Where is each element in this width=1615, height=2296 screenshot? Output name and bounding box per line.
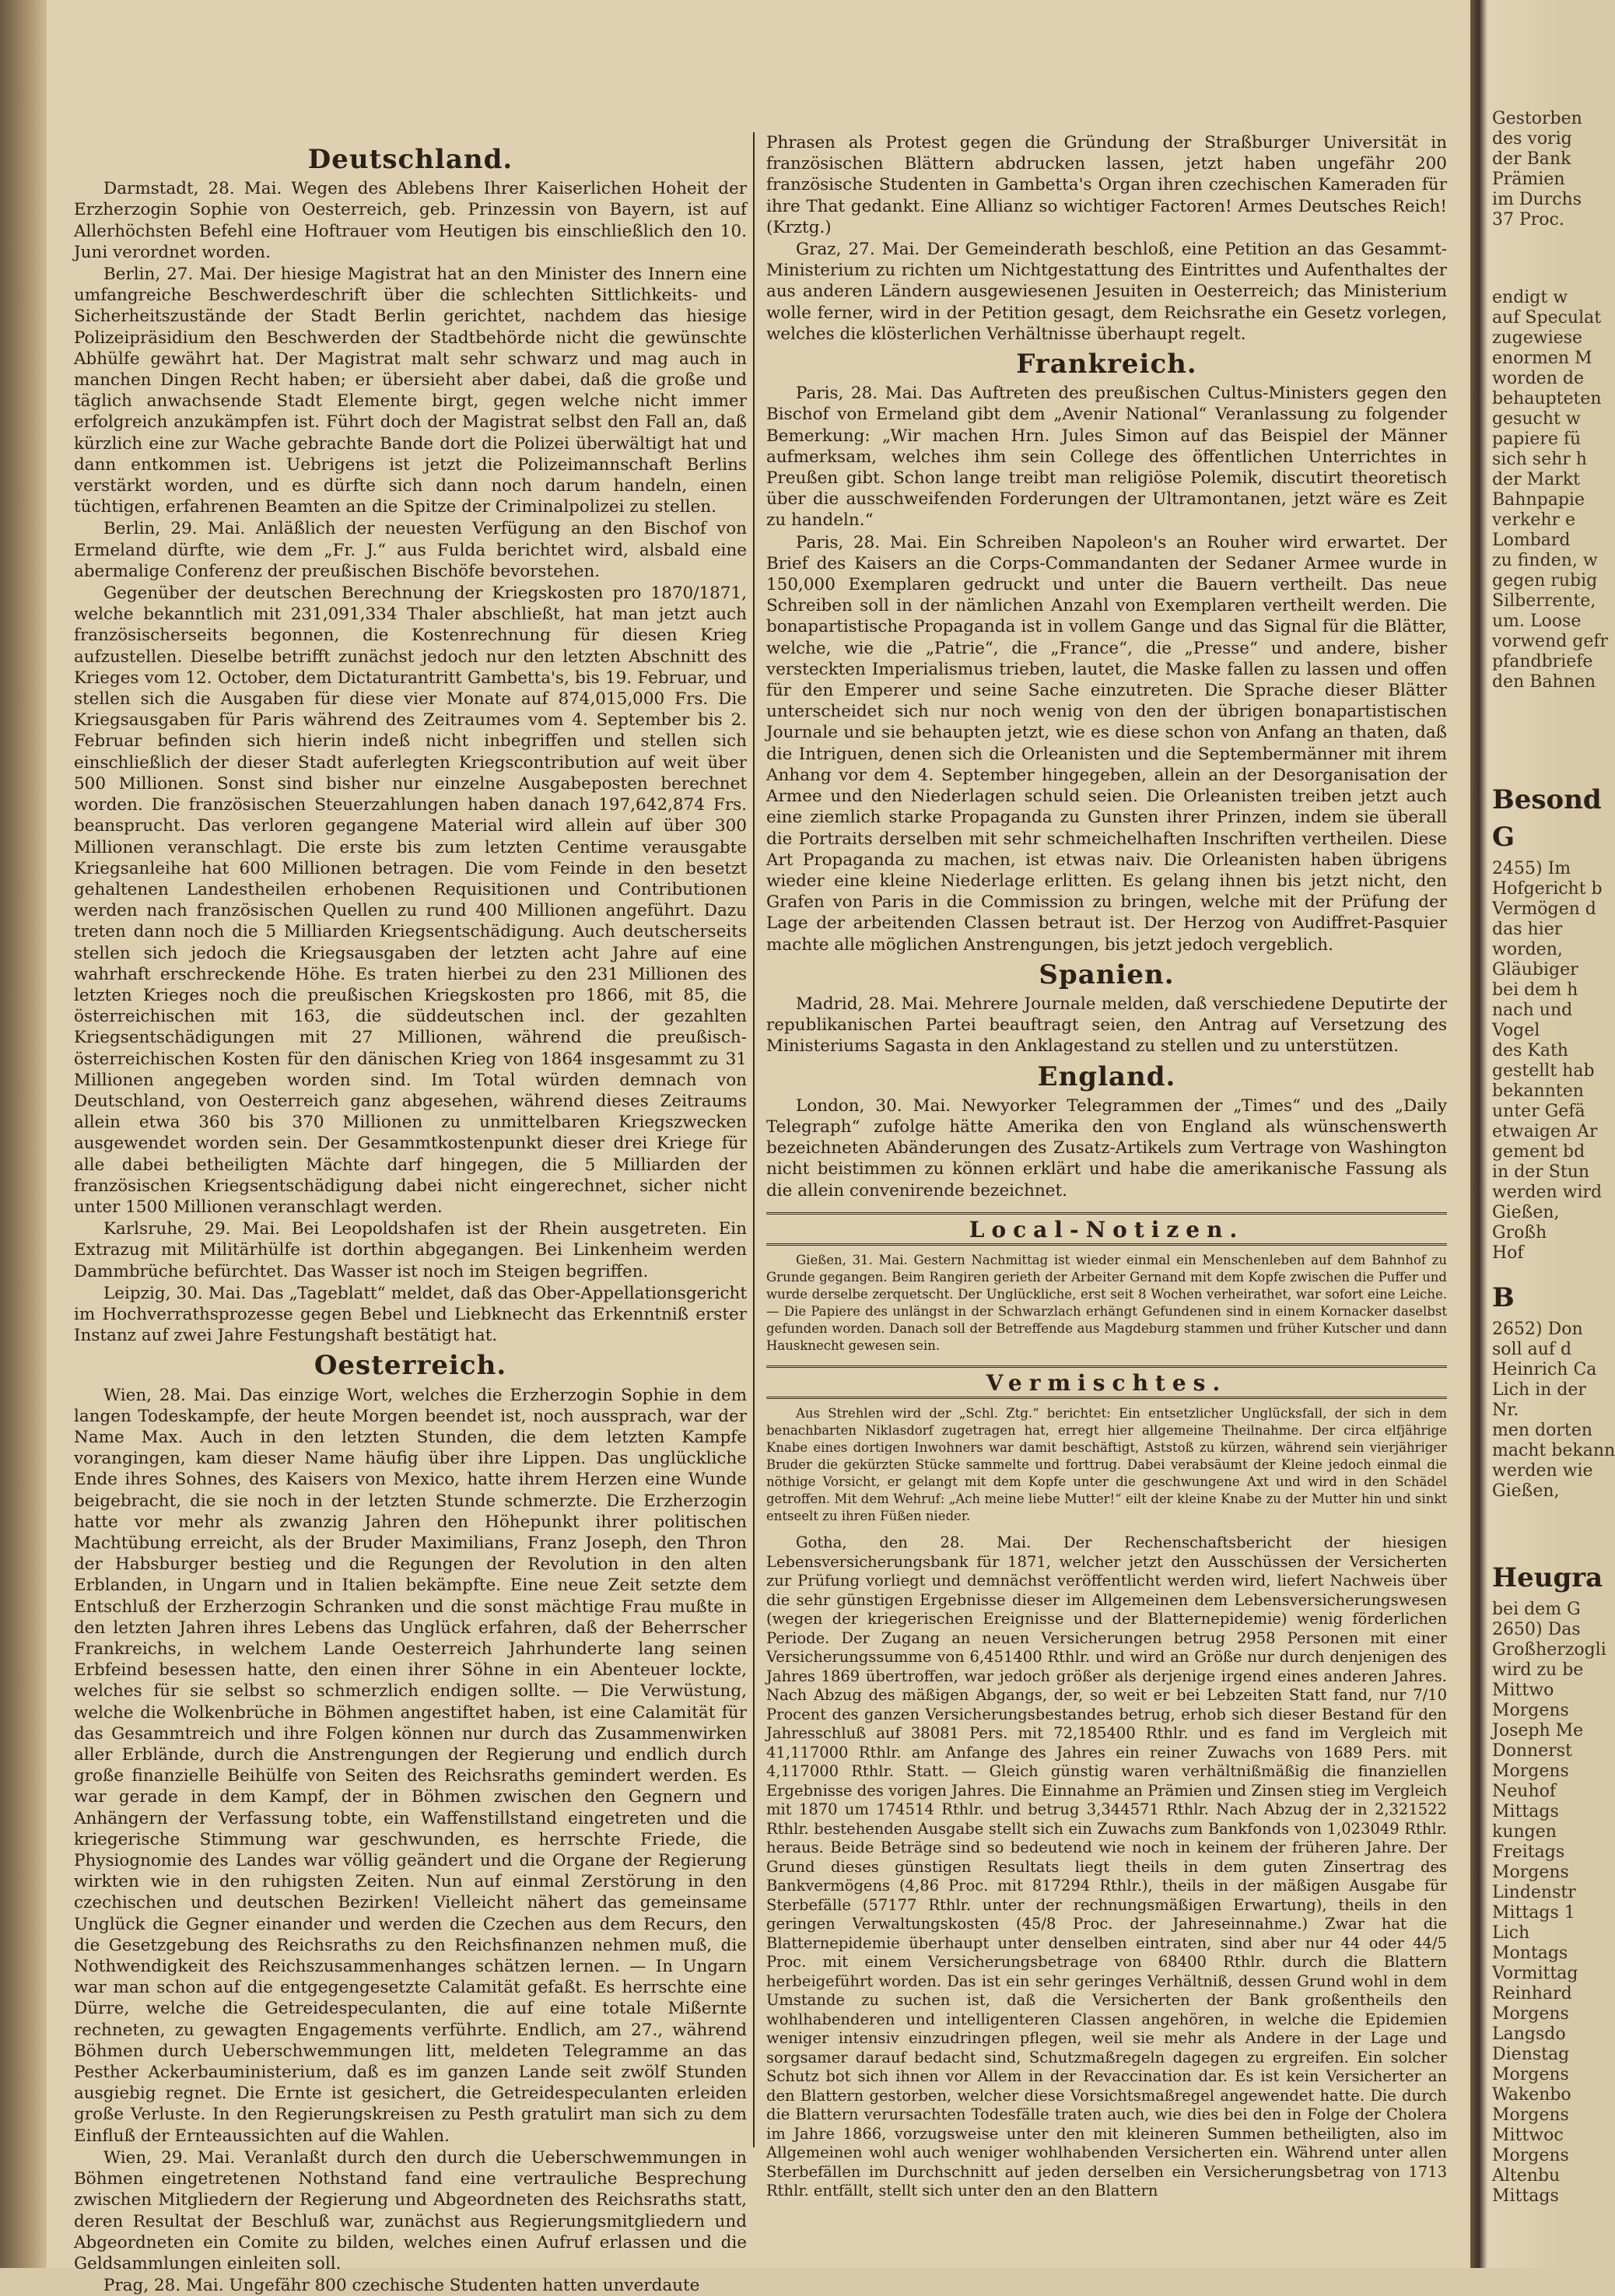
- book-binding: [0, 0, 47, 2268]
- strip-line: Morgens: [1492, 1761, 1569, 1781]
- strip-heading: Besond: [1492, 784, 1602, 815]
- spacer: [766, 1526, 1447, 1534]
- strip-line: Prämien: [1492, 170, 1565, 189]
- article-paris-2: Paris, 28. Mai. Ein Schreiben Napoleon's an Rouher wird erwartet. Der Brief des Kaisers an die Corps-Commandanten der Sedaner Armee wurde in 150,000 Exemplaren gedruckt und unter die Bauern vertheilt. Das neue Schreiben soll in der nämlichen Anzahl von Exemplaren vertheilt werden. Die bonapartistische Propaganda ist in vollem Gange und das Signal für die Blätter, welche, wie die „Patrie“, die „France“, die „Presse“ und andere, bisher versteckten Imperialismus trieben, lautet, die Maske fallen zu lassen und offen für den Emperer und seine Sache einzutreten. Die Sprache dieser Blätter unterscheidet sich nur noch wenig von den der übrigen bonapartistischen Journale und sie behaupten jetzt, wie es diese schon von Anfang an thaten, daß die Intriguen, denen sich die Orleanisten und die Septembermänner mit ihrem Anhang vor dem 4. September hingegeben, allein an der Desorganisation der Armee und den Niederlagen schuld seien. Die Orleanisten treiben jetzt auch eine ziemlich starke Propaganda zu Gunsten ihrer Prinzen, indem sie überall die Portraits derselben mit sehr schmeichelhaften Inschriften vertheilen. Diese Art Propaganda zu machen, ist etwas naiv. Die Orleanisten haben übrigens wieder eine kleine Niederlage erlitten. Es gelang ihnen bis jetzt nicht, den Grafen von Paris in die Commission zu bringen, welche mit der Prüfung der Lage der arbeitenden Classen betraut ist. Der Herzog von Audiffret-Pasquier machte alle möglichen Anstrengungen, bis jetzt jedoch vergeblich.: [766, 532, 1447, 955]
- strip-line: Mittags 1: [1492, 1903, 1575, 1923]
- strip-line: Lindenstr: [1492, 1883, 1576, 1902]
- strip-line: Hof: [1492, 1243, 1524, 1263]
- strip-heading: G: [1492, 822, 1515, 853]
- article-wien-28: Wien, 28. Mai. Das einzige Wort, welches die Erzherzogin Sophie in dem langen Todeskampfe, der heute Morgen beendet ist, noch aussprach, war der Name Max. Auch in den letzten Stunden, die dem letzten Kampfe vorangingen, kam dieser Name häufig über ihre Lippen. Das unglückliche Ende ihres Sohnes, des Kaisers von Mexico, hatte ihrem Herzen eine Wunde beigebracht, die sie noch in der letzten Stunde schmerzte. Die Erzherzogin hatte vor mehr als zwanzig Jahren den Höhepunkt ihrer politischen Machtübung erreicht, als der Bruder Maximilians, Franz Joseph, den Thron der Habsburger bestieg und die Regungen der Revolution in den alten Erblanden, in Ungarn und in Italien bekämpfte. Eine neue Zeit setzte dem Entschluß der Erzherzogin Schranken und die sonst mächtige Frau mußte in den letzten Jahren ihres Lebens das Unglück erfahren, daß der Beherrscher Frankreichs, in welchem Lande Oesterreich Jahrhunderte lang seinen Erbfeind besessen hatte, den einen ihrer Söhne in ein Abenteuer lockte, welches für sie selbst so schmerzlich endigen sollte. — Die Verwüstung, welche die Wolkenbrüche in Böhmen angestiftet haben, ist eine Calamität für das Gesammtreich und ihre Folgen können nur durch das Zusammenwirken aller Erblände, durch die Anstrengungen der Regierung und endlich durch große finanzielle Beihülfe von Seiten des Reichsraths gemindert werden. Es war gerade in dem Kampf, der in Böhmen zwischen den Gegnern und Anhängern der Verfassung tobte, ein Waffenstillstand eingetreten und die kriegerische Stimmung war geschwunden, es herrschte Friede, die Physiognomie des Landes war völlig geändert und die Organe der Regierung wirkten wie in den ruhigsten Zeiten. Nun auf einmal Zerstörung in den czechischen und deutschen Bezirken! Vielleicht nähert das gemeinsame Unglück die Gegner einander und werden die Czechen aus dem Recurs, den die Gesetzgebung des Reichsraths zu den Reichsfinanzen nehmen muß, die Nothwendigkeit des Reichszusammenhanges schätzen lernen. — In Ungarn war man schon auf die entgegengesetzte Calamität gefaßt. Es herrschte eine Dürre, welche die Getreidespeculanten, die auf eine totale Mißernte rechneten, zu gewagten Engagements verführte. Endlich, am 27., während Böhmen durch Ueberschwemmungen litt, meldeten Telegramme an das Pesther Ackerbauministerium, daß es im ganzen Lande seit zwölf Stunden ausgiebig regnet. Die Ernte ist gesichert, die Getreidespeculanten erleiden große Verluste. In den Regierungskreisen zu Pesth gratulirt man sich zu dem Einfluß der Ernteaussichten auf die Wahlen.: [74, 1385, 747, 2146]
- strip-line: Morgens: [1492, 1701, 1569, 1720]
- article-berlin-27: Berlin, 27. Mai. Der hiesige Magistrat hat an den Minister des Innern eine umfangreiche Beschwerdeschrift über die schlechten Sittlichkeits- und Sicherheitszustände der Stadt Berlin gerichtet, nachdem das hiesige Polizeipräsidium den Beschwerden der Stadtbehörde nicht die gewünschte Abhülfe gewährt hat. Der Magistrat malt sehr schwarz und mag auch in manchen Dingen Recht haben; er übersieht aber dabei, daß die große und täglich anwachsende Stadt Elemente birgt, gegen welche nicht immer erfolgreich anzukämpfen ist. Führt doch der Magistrat selbst den Fall an, daß kürzlich eine zur Wache gebrachte Bande dort die Polizei überwältigt hat und dann entkommen ist. Uebrigens ist jetzt die Polizeimannschaft Berlins verstärkt worden, und es dürfte sich dann noch darum handeln, einen tüchtigen, erfahrenen Beamten an die Spitze der Criminalpolizei zu stellen.: [74, 265, 747, 517]
- strip-line: Heinrich Ca: [1492, 1360, 1597, 1379]
- strip-line: Montags: [1492, 1944, 1568, 1963]
- strip-line: in der Stun: [1492, 1162, 1590, 1182]
- section-title-deutschland: Deutschland.: [307, 144, 513, 175]
- strip-line: soll auf d: [1492, 1340, 1572, 1359]
- strip-line: den Bahnen: [1492, 672, 1596, 692]
- strip-line: pfandbriefe: [1492, 652, 1593, 671]
- strip-line: Lombard: [1492, 531, 1571, 550]
- strip-line: 2652) Don: [1492, 1320, 1583, 1339]
- strip-line: Langsdo: [1492, 2024, 1566, 2044]
- article-paris-1: Paris, 28. Mai. Das Auftreten des preußischen Cultus-Ministers gegen den Bischof von Ermeland gibt dem „Avenir National“ Veranlassung zu folgender Bemerkung: „Wir machen Hrn. Jules Simon auf das Beispiel der Männer aufmerksam, welches ihm sein College des öffentlichen Unterrichtes in Preußen gibt. Schon lange treibt man religiöse Polemik, discutirt theoretisch über die ausschweifenden Forderungen der Ultramontanen, jetzt wäre es Zeit zu handeln.“: [766, 384, 1447, 531]
- strip-line: Nr.: [1492, 1400, 1519, 1420]
- strip-line: 37 Proc.: [1492, 210, 1564, 230]
- article-prag: Prag, 28. Mai. Ungefähr 800 czechische Studenten hatten unverdaute: [103, 2276, 700, 2296]
- adjacent-page-strip: [1470, 0, 1615, 2268]
- section-title-spanien: Spanien.: [1039, 959, 1175, 990]
- article-kriegskosten: Gegenüber der deutschen Berechnung der Kriegskosten pro 1870/1871, welche bekanntlich mit 231,091,334 Thaler abschließt, hat man jetzt auch französischerseits begonnen, die Kostenrechnung für diesen Krieg aufzustellen. Dieselbe betrifft zunächst jedoch nur den letzten Abschnitt des Krieges vom 12. October, dem Dictaturantritt Gambetta's, bis 19. Februar, und stellen sich die Ausgaben für diese vier Monate auf 874,015,000 Frs. Die Kriegsausgaben für Paris während des Zeitraumes vom 4. September bis 2. Februar befinden sich hierin indeß nicht inbegriffen und stellen sich einschließlich der dieser Stadt auferlegten Kriegscontribution auf weit über 500 Millionen. Sonst sind bisher nur einzelne Ausgabeposten berechnet worden. Die französischen Steuerzahlungen haben danach 197,642,874 Frs. beansprucht. Das verloren gegangene Material wird allein auf über 300 Millionen veranschlagt. Die erste bis zum letzten Centime verausgabte Kriegsanleihe hat 600 Millionen betragen. Die vom Feinde in den besetzt gehaltenen Landestheilen erhobenen Requisitionen und Contributionen werden nach französischen Quellen zu rund 400 Millionen angeführt. Dazu treten dann noch die 5 Milliarden Kriegsentschädigung. Auch deutscherseits stellen sich jedoch die Kriegsausgaben der letzten acht Jahre auf eine wahrhaft erschreckende Höhe. Es traten hierbei zu den 231 Millionen des letzten Krieges noch die preußischen Kriegskosten pro 1866, mit 85, die österreichischen mit 163, die süddeutschen incl. der gezahlten Kriegsentschädigungen mit 27 Millionen, während die preußisch-österreichischen Kosten für den dänischen Krieg von 1864 insgesammt zu 31 Millionen angegeben worden sind. Im Total würden demnach von Deutschland, von Oesterreich ganz abgesehen, während dieses Zeitraums allein etwa 360 bis 370 Millionen zu unmittelbaren Kriegszwecken ausgewendet worden sein. Der Gesammtkostenpunkt dieser drei Kriege für alle dabei betheiligten Mächte darf hingegen, die 5 Milliarden der französischen Kriegsentschädigung dabei nicht eingerechnet, sicher nicht unter 1500 Millionen veranschlagt werden.: [74, 584, 747, 1217]
- strip-line: gement bd: [1492, 1142, 1585, 1162]
- right-column: [766, 132, 1447, 2200]
- strip-line: Großh: [1492, 1223, 1547, 1243]
- strip-line: Gestorben: [1492, 109, 1582, 128]
- article-giessen: Gießen, 31. Mai. Gestern Nachmittag ist wieder einmal ein Menschenleben auf dem Bahnhof zu Grunde gegangen. Beim Rangiren gerieth der Arbeiter Gernand mit dem Kopfe zwischen die Puffer und wurde derselbe zerquetscht. Der Unglückliche, erst seit 8 Wochen verheirathet, war sofort eine Leiche. — Die Papiere des unlängst in der Schwarzlach erhängt Gefundenen sind in einem Kornacker daselbst gefunden worden. Danach soll der Betreffende aus Magdeburg stammen und früher Kutscher und dann Hausknecht gewesen sein.: [766, 1252, 1447, 1353]
- strip-line: worden de: [1492, 369, 1584, 388]
- strip-line: werden wie: [1492, 1461, 1593, 1481]
- strip-line: unter Gefä: [1492, 1102, 1585, 1121]
- strip-line: verkehr e: [1492, 510, 1576, 530]
- strip-heading: B: [1492, 1282, 1515, 1313]
- strip-line: Wakenbo: [1492, 2085, 1571, 2105]
- strip-line: Lich in der: [1492, 1380, 1586, 1400]
- strip-line: Morgens: [1492, 1863, 1569, 1882]
- article-berlin-29: Berlin, 29. Mai. Anläßlich der neuesten Verfügung an den Bischof von Ermeland dürfte, wie dem „Fr. J.“ aus Fulda berichtet wird, alsbald eine abermalige Conferenz der preußischen Bischöfe bevorstehen.: [74, 519, 747, 581]
- strip-line: Morgens: [1492, 2146, 1569, 2165]
- strip-line: gegen rubig: [1492, 571, 1598, 591]
- strip-heading: Heugra: [1492, 1562, 1603, 1593]
- article-graz: Graz, 27. Mai. Der Gemeinderath beschloß, eine Petition an das Gesammt-Ministerium zu richten um Nichtgestattung des Eintrittes und Aufenthaltes der aus anderen Ländern ausgewiesenen Jesuiten in Oesterreich; das Ministerium wolle ferner, wird in der Petition gesagt, dem Reichsrathe ein Gesetz vorlegen, welches die klösterlichen Verhältnisse überhaupt regelt.: [766, 240, 1447, 344]
- strip-line: sich sehr h: [1492, 450, 1587, 469]
- strip-line: Mittags: [1492, 1802, 1559, 1821]
- strip-line: Hofgericht b: [1492, 879, 1603, 899]
- strip-line: etwaigen Ar: [1492, 1122, 1598, 1141]
- strip-line: Vogel: [1492, 1021, 1540, 1040]
- strip-line: worden,: [1492, 940, 1563, 959]
- article-karlsruhe: Karlsruhe, 29. Mai. Bei Leopoldshafen ist der Rhein ausgetreten. Ein Extrazug mit Militärhülfe ist dorthin abgegangen. Bei Linkenheim werden Dammbrüche befürchtet. Das Wasser ist noch im Steigen begriffen.: [74, 1219, 747, 1281]
- left-column: [74, 140, 747, 2296]
- strip-line: Dienstag: [1492, 2045, 1570, 2064]
- strip-line: bei dem G: [1492, 1600, 1581, 1619]
- strip-line: auf Speculat: [1492, 308, 1602, 328]
- strip-line: zugewiese: [1492, 328, 1583, 348]
- section-title-england: England.: [1037, 1060, 1176, 1092]
- strip-line: das hier: [1492, 920, 1563, 939]
- strip-line: 2650) Das: [1492, 1620, 1581, 1639]
- section-title-vermischtes: Vermischtes.: [766, 1365, 1447, 1399]
- strip-line: enormen M: [1492, 349, 1592, 368]
- column-divider: [753, 132, 755, 2147]
- strip-line: endigt w: [1492, 288, 1568, 307]
- strip-line: macht bekann: [1492, 1441, 1615, 1460]
- article-leipzig: Leipzig, 30. Mai. Das „Tageblatt“ meldet, daß das Ober-Appellationsgericht im Hochverrathsprozesse gegen Bebel und Liebknecht das Erkenntniß erster Instanz auf zwei Jahre Festungshaft bestätigt hat.: [74, 1283, 747, 1346]
- strip-line: 2455) Im: [1492, 859, 1571, 878]
- strip-block-mid: [1470, 288, 1609, 692]
- strip-line: Neuhof: [1492, 1782, 1556, 1801]
- strip-line: Mittags: [1492, 2186, 1559, 2206]
- strip-line: bei dem h: [1492, 980, 1578, 1000]
- strip-line: Morgens: [1492, 2004, 1569, 2024]
- strip-block-low2: [1470, 1276, 1615, 1502]
- strip-line: der Bank: [1492, 149, 1571, 169]
- strip-block-low3: [1470, 1556, 1606, 2207]
- strip-line: des Kath: [1492, 1041, 1568, 1060]
- strip-line: um. Loose: [1492, 612, 1582, 631]
- section-title-frankreich: Frankreich.: [1016, 349, 1197, 380]
- strip-line: des vorig: [1492, 129, 1572, 149]
- section-title-local-notizen: Local-Notizen.: [766, 1212, 1447, 1246]
- strip-line: Morgens: [1492, 2065, 1569, 2084]
- strip-line: Donnerst: [1492, 1741, 1572, 1761]
- strip-line: bekannten: [1492, 1081, 1584, 1101]
- strip-line: Silberrente,: [1492, 591, 1596, 611]
- strip-line: werden wird: [1492, 1183, 1603, 1202]
- strip-line: Mittwoc: [1492, 2126, 1564, 2145]
- strip-line: wird zu be: [1492, 1660, 1584, 1680]
- strip-line: Gießen,: [1492, 1203, 1560, 1222]
- strip-line: Vormittag: [1492, 1964, 1578, 1983]
- strip-line: gestellt hab: [1492, 1061, 1595, 1081]
- strip-line: Mittwo: [1492, 1681, 1554, 1700]
- article-london: London, 30. Mai. Newyorker Telegrammen der „Times“ und des „Daily Telegraph“ zufolge hätte Amerika den von England als wünschenswerth bezeichneten Abänderungen des Zusatz-Artikels zum Vertrage von Washington nicht beistimmen zu können erklärt und habe die amerikanische Fassung als die allein convenirende bezeichnet.: [766, 1095, 1447, 1201]
- strip-line: Joseph Me: [1492, 1721, 1584, 1740]
- strip-line: Reinhard: [1492, 1984, 1572, 2003]
- strip-line: Lich: [1492, 1923, 1530, 1943]
- strip-line: gesucht w: [1492, 409, 1581, 429]
- strip-line: Gläubiger: [1492, 960, 1578, 980]
- strip-line: Vermögen d: [1492, 899, 1596, 919]
- strip-line: kungen: [1492, 1822, 1557, 1842]
- strip-line: Bahnpapie: [1492, 490, 1585, 510]
- strip-line: zu finden, w: [1492, 551, 1598, 570]
- article-madrid: Madrid, 28. Mai. Mehrere Journale melden, daß verschiedene Deputirte der republikanischen Partei beauftragt seien, den Antrag auf Versetzung des Ministeriums Sagasta in den Anklagestand zu stellen und zu unterstützen.: [766, 994, 1447, 1057]
- strip-line: vorwend gefr: [1492, 632, 1609, 651]
- section-title-oesterreich: Oesterreich.: [314, 1350, 507, 1382]
- strip-line: Freitags: [1492, 1842, 1565, 1862]
- strip-line: Altenbu: [1492, 2166, 1561, 2186]
- strip-line: Morgens: [1492, 2105, 1569, 2125]
- strip-line: Gießen,: [1492, 1481, 1560, 1501]
- strip-line: im Durchs: [1492, 190, 1582, 209]
- strip-line: behaupteten: [1492, 389, 1602, 408]
- article-prag-continued: Phrasen als Protest gegen die Gründung der Straßburger Universität in französischen Blättern abdrucken lassen, jetzt haben ungefähr 200 französische Studenten in Gambetta's Organ ihren czechischen Kameraden für ihre That gedankt. Eine Allianz so wichtiger Factoren! Armes Deutsches Reich! (Krztg.): [766, 133, 1447, 237]
- strip-line: papiere fü: [1492, 429, 1582, 449]
- strip-line: der Markt: [1492, 470, 1580, 489]
- article-gotha: Gotha, den 28. Mai. Der Rechenschaftsbericht der hiesigen Lebensversicherungsbank für 1871, welcher jetzt den Ausschüssen der Versicherten zur Prüfung vorliegt und demnächst veröffentlicht werden wird, liefert Nachweis über die sehr günstigen Ergebnisse dieser im Allgemeinen dem Lebensversicherungswesen (wegen der kriegerischen Ereignisse und der Blatternepidemie) wenig förderlichen Periode. Der Zugang an neuen Versicherungen betrug 2958 Personen mit einer Versicherungssumme von 6,451400 Rthlr. und wird an Größe nur durch denjenigen des Jahres 1869 übertroffen, war jedoch größer als derjenige irgend eines anderen Jahres. Nach Abzug des mäßigen Abgangs, der, so weit er bei Lebzeiten Statt fand, nur 7/10 Procent des ganzen Versicherungsbestandes betrug, erhob sich dieser Bestand für den Jahresschluß auf 38081 Pers. mit 72,185400 Rthlr. und es fand im Vergleich mit 41,117000 Rthlr. am Anfange des Jahres ein reiner Zuwachs von 1689 Pers. mit 4,117000 Rthlr. Statt. — Gleich günstig waren verhältnißmäßig die finanziellen Ergebnisse des vorigen Jahres. Die Einnahme an Prämien und Zinsen stieg im Vergleich mit 1870 um 174514 Rthlr. und betrug 3,344571 Rthlr. Nach Abzug der in 2,321522 Rthlr. bestehenden Ausgabe stellt sich ein Zuwachs zum Bankfonds von 1,023049 Rthlr. heraus. Beide Beträge sind so bedeutend wie noch in keinem der früheren Jahre. Der Grund dieses günstigen Resultats liegt theils in dem guten Zinsertrag des Bankvermögens (4,86 Proc. mit 817294 Rthlr.), theils in der mäßigen Ausgabe für Sterbefälle (57177 Rthlr. unter der rechnungsmäßigen Erwartung), theils in den geringen Verwaltungskosten (45/8 Proc. der Jahreseinnahme.) Zwar hat die Blatternepidemie überhaupt unter denselben eintraten, sind aber nur 44 oder 44/5 Proc. mit einem Versicherungsbetrage von 68400 Rthlr. durch die Blattern herbeigeführt worden. Das ist ein sehr geringes Verhältniß, dessen Grund wohl in dem Umstande zu suchen ist, daß die Versicherten der Bank großentheils den wohlhabenderen und intelligenteren Classen angehören, in welche die Epidemien weniger intensiv einzudringen pflegen, weil sie mehr als Andere in der Lage und sorgsamer darauf bedacht sind, Schutzmaßregeln dagegen zu ergreifen. Ein solcher Schutz bot sich ihnen vor Allem in der Revaccination dar. Es ist kein Versicherter an den Blattern gestorben, welcher diese Vorsichtsmaßregel angewendet hatte. Die durch die Blattern verursachten Todesfälle traten auch, wie dies bei den in Folge der Cholera im Jahre 1866, vorzugsweise unter den mit kleineren Summen betheiligten, also im Allgemeinen wohl auch weniger wohlhabenden Versicherten ein. Während unter allen Sterbefällen im Durchschnitt auf jeden derselben ein Versicherungsbetrag von 1713 Rthlr. entfällt, stellt sich unter den an den Blattern: [766, 1534, 1447, 2200]
- strip-block-low: [1470, 778, 1603, 1264]
- article-strehlen: Aus Strehlen wird der „Schl. Ztg.“ berichtet: Ein entsetzlicher Unglücksfall, der sich in dem benachbarten Niklasdorf zugetragen hat, erregt hier allgemeine Theilnahme. Der circa elfjährige Knabe eines dortigen Inwohners war damit beschäftigt, Aststoß zu kürzen, während sein vierjähriger Bruder die gekürzten Stücke sammelte und forttrug. Dabei verabsäumt der Kleine jedoch einmal die nöthige Vorsicht, er gelangt mit dem Kopfe unter die geschwungene Axt und wird in den Schädel getroffen. Mit dem Wehruf: „Ach meine liebe Mutter!“ eilt der kleine Knabe zu der Mutter hin und sinkt entseelt zu ihren Füßen nieder.: [766, 1406, 1447, 1524]
- article-wien-29: Wien, 29. Mai. Veranlaßt durch den durch die Ueberschwemmungen in Böhmen eingetretenen Nothstand fand eine vertrauliche Besprechung zwischen Mitgliedern der Regierung und Abgeordneten des Reichsraths statt, deren Resultat der Beschluß war, zunächst aus Regierungsmitgliedern und Abgeordneten ein Comite zu bilden, welches einen Aufruf erlassen und die Geldsammlungen einleiten soll.: [74, 2147, 747, 2273]
- strip-block-top: [1470, 109, 1582, 230]
- article-darmstadt: Darmstadt, 28. Mai. Wegen des Ablebens Ihrer Kaiserlichen Hoheit der Erzherzogin Sophie von Oesterreich, geb. Prinzessin von Bayern, ist auf Allerhöchsten Befehl eine Hoftrauer vom Heutigen bis einschließlich den 10. Juni verordnet worden.: [74, 179, 747, 262]
- strip-line: men dorten: [1492, 1421, 1592, 1440]
- strip-line: nach und: [1492, 1001, 1573, 1020]
- strip-line: Großherzogli: [1492, 1640, 1606, 1660]
